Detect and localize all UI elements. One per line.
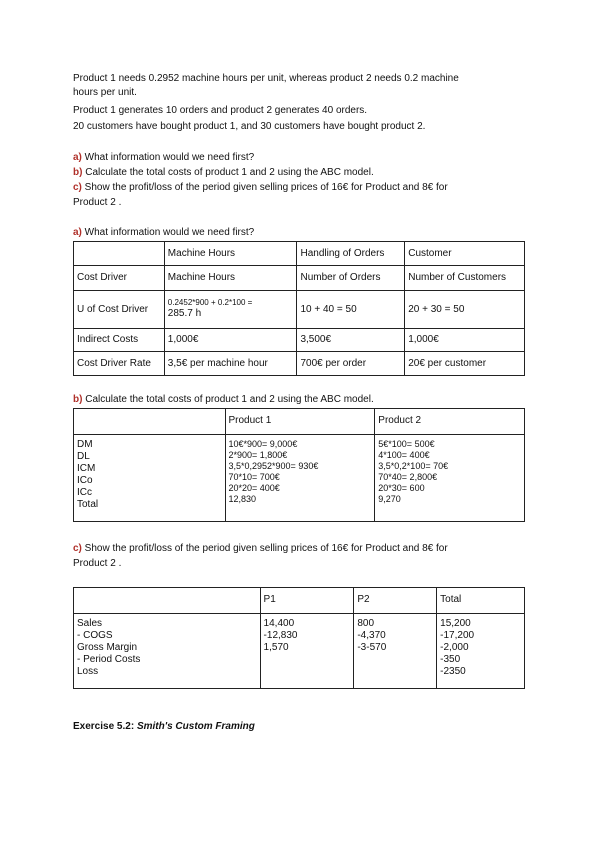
cost-value: 12,830: [228, 494, 257, 504]
table-row: [74, 409, 525, 435]
question-c: [73, 181, 448, 194]
table-row: [74, 242, 525, 266]
table-header: Customer: [405, 242, 525, 266]
table-cell: 1,000€: [405, 329, 525, 352]
question-label: a): [73, 152, 82, 163]
section-label: c): [73, 543, 82, 554]
question-label: c): [73, 182, 82, 193]
row-label: - Period Costs: [77, 654, 141, 665]
row-label: ICc: [77, 487, 92, 498]
table-header: Total: [437, 588, 525, 614]
question-text: What information would we need first?: [81, 152, 255, 163]
pl-value: 1,570: [263, 642, 289, 653]
intro-line: Product 1 generates 10 orders and product 2 generates 40 orders.: [73, 105, 368, 116]
intro-line: Product 1 needs 0.2952 machine hours per unit, whereas product 2 needs 0.2 machine: [73, 73, 459, 84]
table-cell: [74, 242, 165, 266]
table-profit-loss: [73, 587, 525, 689]
table-row: [74, 352, 525, 376]
table-header: Product 1: [225, 409, 375, 435]
table-cell: [74, 409, 226, 435]
table-cell: 10 + 40 = 50: [297, 291, 405, 329]
pl-value: -350: [440, 654, 461, 665]
table-cell: [354, 614, 437, 689]
table-cell: [74, 588, 261, 614]
table-cell: [437, 614, 525, 689]
pl-value: -2,000: [440, 642, 469, 653]
pl-value: 15,200: [440, 618, 471, 629]
section-label: b): [73, 394, 83, 405]
cost-value: 70*10= 700€: [228, 472, 280, 482]
table-cell: [375, 435, 525, 522]
section-b-heading: [73, 393, 374, 406]
cost-value: 10€*900= 9,000€: [228, 439, 298, 449]
pl-value: -12,830: [263, 630, 298, 641]
cost-value: 70*40= 2,800€: [378, 472, 438, 482]
pl-value: 14,400: [263, 618, 295, 629]
table-header: P1: [260, 588, 354, 614]
ucd-formula: 0.2452*900 + 0.2*100 =: [167, 298, 253, 307]
row-label: - COGS: [77, 630, 113, 641]
row-label: Loss: [77, 666, 99, 677]
cost-value: 3,5*0,2*100= 70€: [378, 461, 449, 471]
pl-value: -4,370: [357, 630, 386, 641]
exercise-title: Smith's Custom Framing: [136, 721, 255, 732]
section-c-heading: [73, 542, 448, 555]
row-label: Total: [77, 499, 99, 510]
section-text: Show the profit/loss of the period given selling prices of 16€ for Product and 8€ for: [81, 543, 448, 554]
table-cell: 1,000€: [164, 329, 297, 352]
table-cell: 20€ per customer: [405, 352, 525, 376]
section-a-heading: [73, 226, 254, 239]
row-label: Sales: [77, 618, 103, 629]
question-label: b): [73, 167, 83, 178]
table-row: [74, 614, 525, 689]
question-c-cont: Product 2 .: [73, 197, 122, 208]
cost-value: 4*100= 400€: [378, 450, 430, 460]
question-a: [73, 151, 254, 164]
intro-line: hours per unit.: [73, 87, 137, 98]
pl-value: -2350: [440, 666, 466, 677]
table-cell: Indirect Costs: [74, 329, 165, 352]
section-text: Calculate the total costs of product 1 and 2 using the ABC model.: [82, 394, 374, 405]
table-row: [74, 266, 525, 291]
section-label: a): [73, 227, 82, 238]
table-header: Product 2: [375, 409, 525, 435]
table-cell: 20 + 30 = 50: [405, 291, 525, 329]
table-cell: [225, 435, 375, 522]
table-cell: Machine Hours: [164, 266, 297, 291]
table-header: Handling of Orders: [297, 242, 405, 266]
table-row: [74, 329, 525, 352]
table-cell: 3,500€: [297, 329, 405, 352]
table-cell: [164, 291, 297, 329]
exercise-prefix: Exercise 5.2:: [73, 721, 137, 732]
question-text: Calculate the total costs of product 1 and 2 using the ABC model.: [82, 167, 374, 178]
row-label: DL: [77, 451, 90, 462]
cost-value: 2*900= 1,800€: [228, 450, 288, 460]
cost-value: 5€*100= 500€: [378, 439, 435, 449]
table-cell: U of Cost Driver: [74, 291, 165, 329]
table-cell: Number of Orders: [297, 266, 405, 291]
table-total-costs: [73, 408, 525, 522]
table-cell: 3,5€ per machine hour: [164, 352, 297, 376]
question-b: [73, 166, 374, 179]
ucd-result: 285.7 h: [167, 308, 202, 319]
intro-line: 20 customers have bought product 1, and 30 customers have bought product 2.: [73, 121, 426, 132]
table-cell: [74, 614, 261, 689]
table-cell: Cost Driver: [74, 266, 165, 291]
row-label: DM: [77, 439, 93, 450]
table-row: [74, 291, 525, 329]
table-row: [74, 588, 525, 614]
table-row: [74, 435, 525, 522]
table-cell: Number of Customers: [405, 266, 525, 291]
cost-value: 20*30= 600: [378, 483, 425, 493]
table-cell: [260, 614, 354, 689]
cost-value: 9,270: [378, 494, 401, 504]
pl-value: -17,200: [440, 630, 475, 641]
table-header: P2: [354, 588, 437, 614]
table-header: Machine Hours: [164, 242, 297, 266]
table-cell: [74, 435, 226, 522]
section-text: What information would we need first?: [81, 227, 255, 238]
pl-value: -3-570: [357, 642, 387, 653]
section-c-cont: Product 2 .: [73, 558, 122, 569]
table-cell: 700€ per order: [297, 352, 405, 376]
table-cell: Cost Driver Rate: [74, 352, 165, 376]
cost-value: 3,5*0,2952*900= 930€: [228, 461, 319, 471]
row-label: ICo: [77, 475, 93, 486]
question-text: Show the profit/loss of the period given selling prices of 16€ for Product and 8€ for: [81, 182, 448, 193]
row-label: ICM: [77, 463, 96, 474]
pl-value: 800: [357, 618, 375, 629]
row-label: Gross Margin: [77, 642, 138, 653]
cost-value: 20*20= 400€: [228, 483, 280, 493]
exercise-heading: [73, 721, 255, 732]
table-abc-drivers: [73, 241, 525, 376]
